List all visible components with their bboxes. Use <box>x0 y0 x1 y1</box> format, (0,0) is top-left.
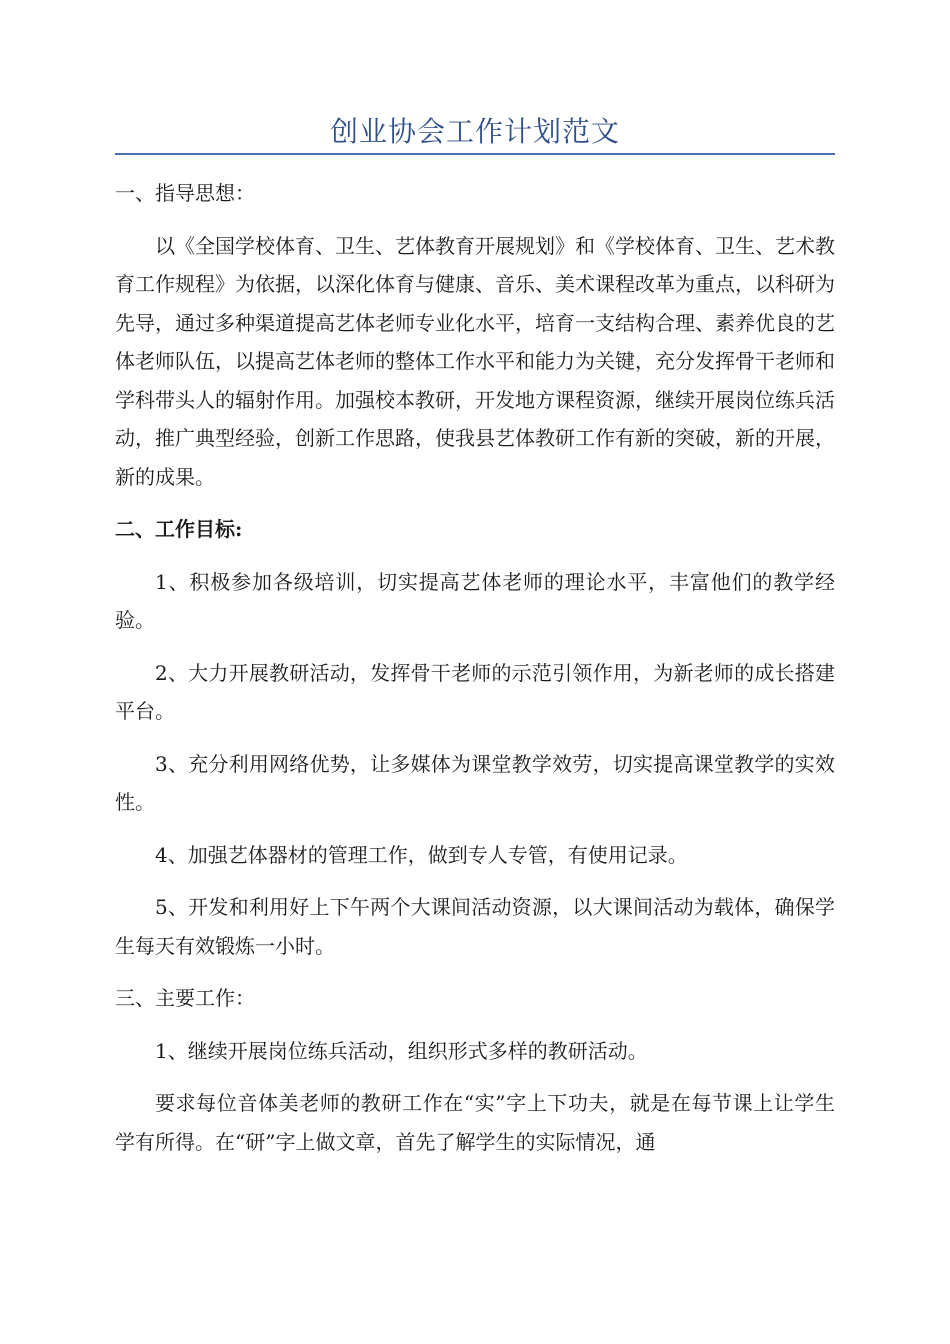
section-heading-main-work: 三、主要工作： <box>115 986 255 1010</box>
goal-item-5: 5、开发和利用好上下午两个大课间活动资源，以大课间活动为载体，确保学生每天有效锻炼一小时。 <box>115 895 835 958</box>
goal-item-3: 3、充分利用网络优势，让多媒体为课堂教学效劳，切实提高课堂教学的实效性。 <box>115 751 835 814</box>
goal-item-2: 2、大力开展教研活动，发挥骨干老师的示范引领作用，为新老师的成长搭建平台。 <box>115 660 835 723</box>
section-heading-work-goals: 二、工作目标: <box>115 517 243 541</box>
section-heading-guiding-ideology: 一、指导思想： <box>115 181 255 205</box>
body-paragraph: 要求每位音体美老师的教研工作在“实”字上下功夫，就是在每节课上让学生学有所得。在“研”字上做文章，首先了解学生的实际情况，通 <box>115 1091 835 1154</box>
document-body <box>115 174 835 1175</box>
goal-item-1: 1、积极参加各级培训，切实提高艺体老师的理论水平，丰富他们的教学经验。 <box>115 569 835 632</box>
goal-item-4: 4、加强艺体器材的管理工作，做到专人专管，有使用记录。 <box>155 842 688 867</box>
document-title: 创业协会工作计划范文 <box>329 115 620 148</box>
body-paragraph: 以《全国学校体育、卫生、艺体教育开展规划》和《学校体育、卫生、艺术教育工作规程》为依据，以深化体育与健康、音乐、美术课程改革为重点，以科研为先导，通过多种渠道提高艺体老师专业化水平，培育一支结构合理、素养优良的艺体老师队伍，以提高艺体老师的整体工作水平和能力为关键，充分发挥骨干老师和学科带头人的辐射作用。加强校本教研，开发地方课程资源，继续开展岗位练兵活动，推广典型经验，创新工作思路，使我县艺体教研工作有新的突破，新的开展，新的成果。 <box>115 233 835 489</box>
title-underline <box>115 153 835 155</box>
work-item-1: 1、继续开展岗位练兵活动，组织形式多样的教研活动。 <box>155 1038 648 1063</box>
